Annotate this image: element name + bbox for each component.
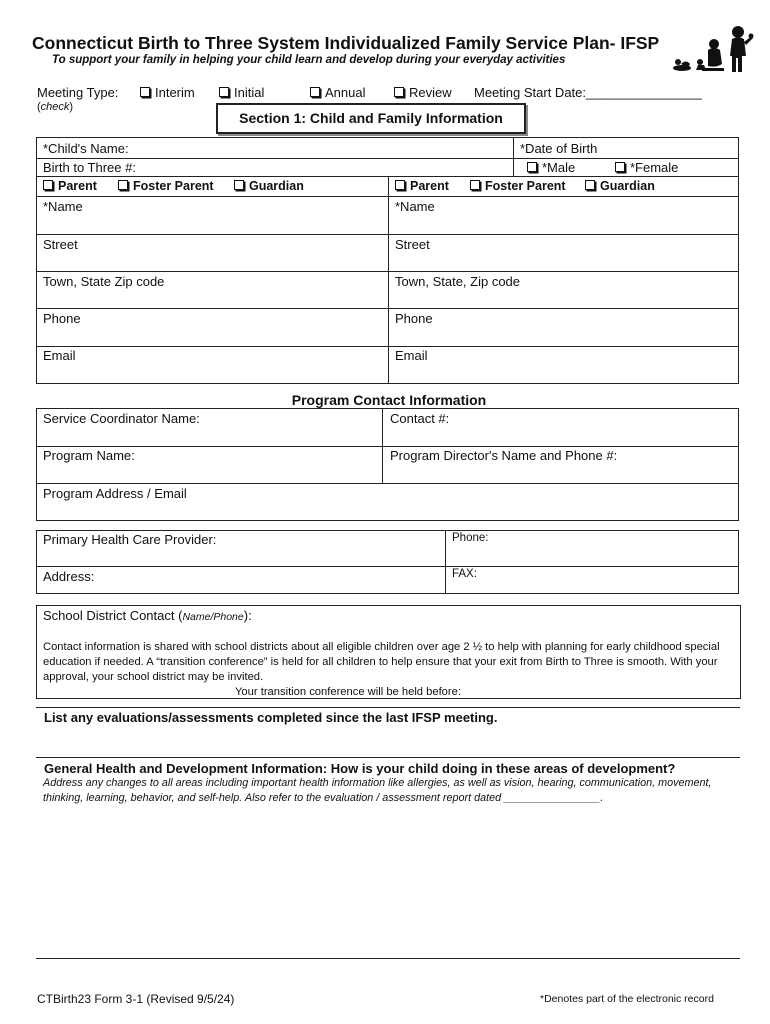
provider-phone-field[interactable]: Phone: xyxy=(452,532,489,544)
checkbox-icon xyxy=(527,162,537,172)
meeting-type-initial[interactable]: Initial xyxy=(219,85,264,100)
form-id: CTBirth23 Form 3-1 (Revised 9/5/24) xyxy=(37,992,235,1006)
right-foster-parent-checkbox[interactable]: Foster Parent xyxy=(470,179,566,193)
transition-conference-line: Your transition conference will be held before: xyxy=(235,686,461,698)
checkbox-icon xyxy=(615,162,625,172)
right-street-field[interactable]: Street xyxy=(395,237,430,252)
checkbox-icon xyxy=(140,87,150,97)
left-phone-field[interactable]: Phone xyxy=(43,311,81,326)
date-of-birth-field[interactable]: *Date of Birth xyxy=(520,141,598,156)
page-subtitle: To support your family in helping your child learn and develop during your everyday activities xyxy=(52,54,566,66)
left-foster-parent-checkbox[interactable]: Foster Parent xyxy=(118,179,214,193)
meeting-type-annual[interactable]: Annual xyxy=(310,85,365,100)
meeting-type-label: Meeting Type: xyxy=(37,85,119,100)
children-playing-logo-icon xyxy=(672,24,754,74)
childs-name-field[interactable]: *Child's Name: xyxy=(43,141,129,156)
school-district-contact-field[interactable]: School District Contact (Name/Phone): xyxy=(43,608,252,623)
program-name-field[interactable]: Program Name: xyxy=(43,448,135,463)
female-checkbox[interactable]: *Female xyxy=(615,160,678,175)
male-checkbox[interactable]: *Male xyxy=(527,160,575,175)
provider-address-field[interactable]: Address: xyxy=(43,569,95,584)
right-parent-checkbox[interactable]: Parent xyxy=(395,179,449,193)
checkbox-icon xyxy=(310,87,320,97)
meeting-start-date[interactable]: Meeting Start Date:________________ xyxy=(474,85,702,100)
electronic-record-note: *Denotes part of the electronic record xyxy=(540,993,714,1005)
program-address-field[interactable]: Program Address / Email xyxy=(43,486,187,501)
general-health-note: Address any changes to all areas including important health information like allergies, as well as vision, hearing, communication, movement, thinking, learning, behavior, and self-help. Also refer to the evaluation / assessment report dated ________________. xyxy=(43,777,712,804)
general-health-heading: General Health and Development Information: How is your child doing in these areas of development? xyxy=(44,761,676,776)
checkbox-icon xyxy=(585,180,595,190)
left-parent-checkbox[interactable]: Parent xyxy=(43,179,97,193)
check-note: (check) xyxy=(37,101,74,113)
meeting-type-review[interactable]: Review xyxy=(394,85,452,100)
left-name-field[interactable]: *Name xyxy=(43,199,83,214)
right-email-field[interactable]: Email xyxy=(395,348,428,363)
page-title: Connecticut Birth to Three System Individualized Family Service Plan- IFSP xyxy=(32,33,660,53)
right-name-field[interactable]: *Name xyxy=(395,199,435,214)
left-email-field[interactable]: Email xyxy=(43,348,76,363)
program-contact-heading: Program Contact Information xyxy=(291,392,487,408)
checkbox-icon xyxy=(43,180,53,190)
right-town-field[interactable]: Town, State, Zip code xyxy=(395,274,521,289)
left-street-field[interactable]: Street xyxy=(43,237,78,252)
evaluations-heading: List any evaluations/assessments completed since the last IFSP meeting. xyxy=(44,710,498,725)
right-phone-field[interactable]: Phone xyxy=(395,311,433,326)
service-coordinator-field[interactable]: Service Coordinator Name: xyxy=(43,411,200,426)
provider-fax-field[interactable]: FAX: xyxy=(452,568,477,580)
meeting-type-interim[interactable]: Interim xyxy=(140,85,195,100)
primary-health-provider-field[interactable]: Primary Health Care Provider: xyxy=(43,532,217,547)
program-director-field[interactable]: Program Director's Name and Phone #: xyxy=(390,448,618,463)
checkbox-icon xyxy=(395,180,405,190)
b23-number-field[interactable]: Birth to Three #: xyxy=(43,160,136,175)
checkbox-icon xyxy=(394,87,404,97)
checkbox-icon xyxy=(470,180,480,190)
left-town-field[interactable]: Town, State Zip code xyxy=(43,274,165,289)
left-guardian-checkbox[interactable]: Guardian xyxy=(234,179,304,193)
checkbox-icon xyxy=(118,180,128,190)
section-1-title: Section 1: Child and Family Information xyxy=(216,103,526,134)
school-district-paragraph: Contact information is shared with school districts about all eligible children over age 2 ½ to help with planning for early childhood special education if needed. A “transition conference” is held for all children to help ensure that your exit from Birth to Three is smooth. With your approval, your school district may be invited. xyxy=(43,641,720,683)
right-guardian-checkbox[interactable]: Guardian xyxy=(585,179,655,193)
checkbox-icon xyxy=(219,87,229,97)
checkbox-icon xyxy=(234,180,244,190)
contact-number-field[interactable]: Contact #: xyxy=(390,411,450,426)
